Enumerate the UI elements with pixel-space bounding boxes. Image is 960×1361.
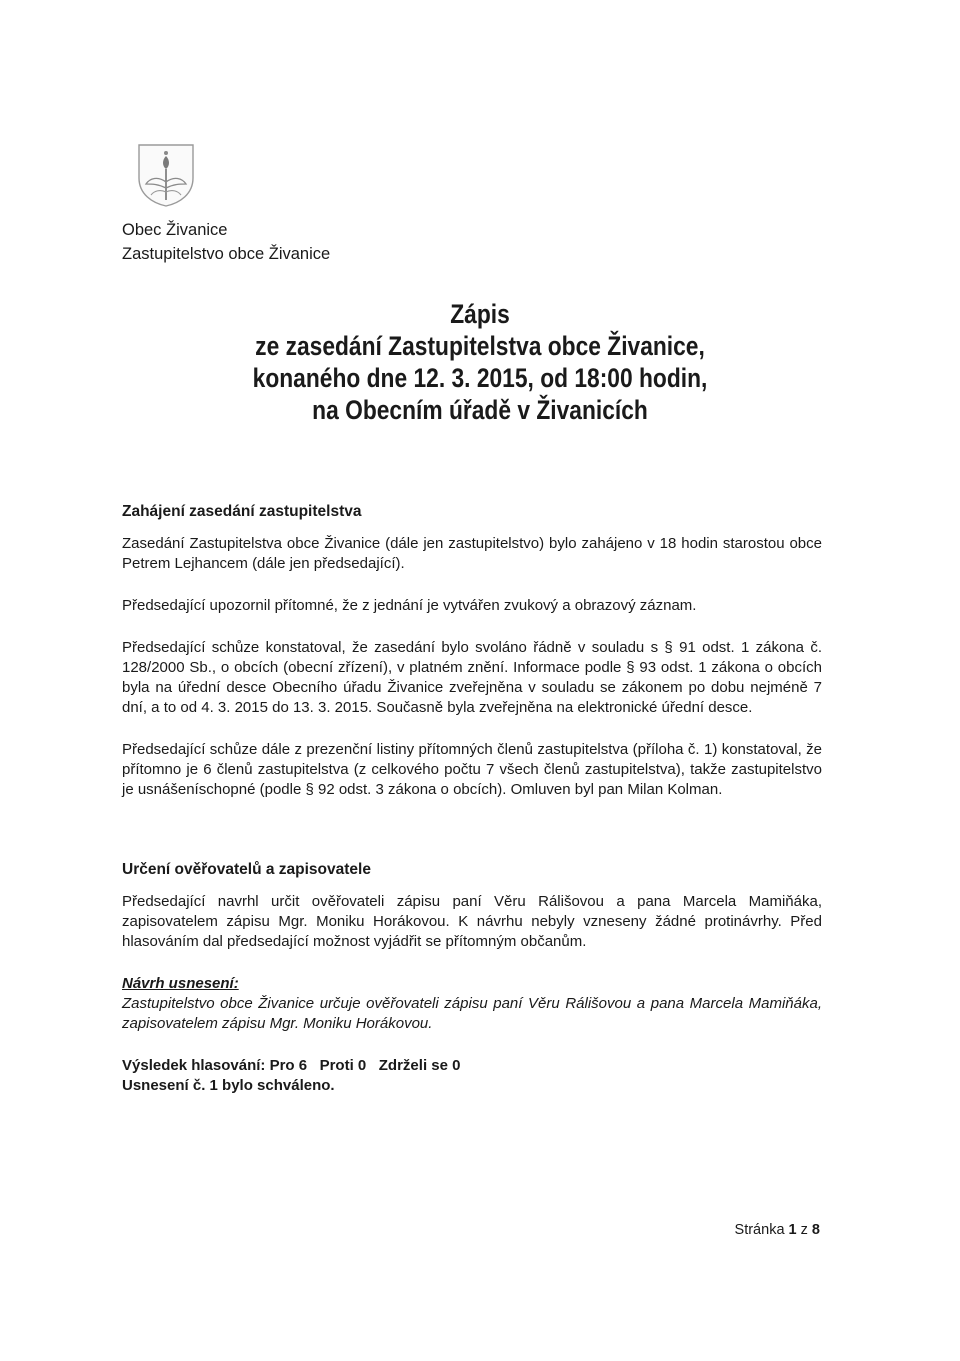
page-prefix: Stránka xyxy=(734,1222,789,1238)
coat-of-arms-icon xyxy=(136,142,196,208)
paragraph-recording-notice: Předsedající upozornil přítomné, že z jednání je vytvářen zvukový a obrazový záznam. xyxy=(122,597,697,614)
page-current: 1 xyxy=(788,1222,797,1238)
council-name: Zastupitelstvo obce Živanice xyxy=(122,245,331,263)
resolution-status: Usnesení č. 1 bylo schváleno. xyxy=(122,1077,335,1094)
document-body xyxy=(122,502,822,1096)
title-line-4: na Obecním úřadě v Živanicích xyxy=(312,395,648,425)
proposal-text: Zastupitelstvo obce Živanice určuje ověřovateli zápisu paní Věru Rálišovou a pana Marcela Mamiňáka, zapisovatelem zápisu Mgr. Moniku Horákovou. xyxy=(122,995,822,1032)
paragraph-convening: Předsedající schůze konstatoval, že zasedání bylo svoláno řádně v souladu s § 91 odst. 1 zákona č. 128/2000 Sb., o obcích (obecní zřízení), v platném znění. Informace podle § 93 odst. 1 zákona o obcích byla na úřední desce Obecního úřadu Živanice zveřejněna v souladu se zákonem po dobu nejméně 7 dní, a to od 4. 3. 2015 do 13. 3. 2015. Současně byla zveřejněna na elektronické úřední desce. xyxy=(122,639,822,716)
paragraph-opening: Zasedání Zastupitelstva obce Živanice (dále jen zastupitelstvo) bylo zahájeno v 18 hodin starostou obce Petrem Lejhancem (dále jen předsedající). xyxy=(122,535,822,572)
section-verifiers-heading: Určení ověřovatelů a zapisovatele xyxy=(122,861,371,878)
page-total: 8 xyxy=(811,1222,820,1238)
organization-block xyxy=(122,218,330,266)
page-number xyxy=(735,1222,820,1238)
municipality-name: Obec Živanice xyxy=(122,221,228,239)
section-opening-heading: Zahájení zasedání zastupitelstva xyxy=(122,503,362,520)
proposal-heading: Návrh usnesení: xyxy=(122,975,239,992)
paragraph-verifiers: Předsedající navrhl určit ověřovateli zápisu paní Věru Rálišovou a pana Marcela Mamiňáka, zapisovatelem zápisu Mgr. Moniku Horákovou. K návrhu nebyly vzneseny žádné protinávrhy. Před hlasováním dal předsedající možnost vyjádřit se přítomným občanům. xyxy=(122,893,822,950)
document-title xyxy=(170,298,789,426)
title-line-1: Zápis xyxy=(450,299,510,329)
title-line-2: ze zasedání Zastupitelstva obce Živanice, xyxy=(255,331,705,361)
paragraph-quorum: Předsedající schůze dále z prezenční listiny přítomných členů zastupitelstva (příloha č. 1) konstatoval, že přítomno je 6 členů zastupitelstva (z celkového počtu 7 všech členů zastupitelstva), takže zastupitelstvo je usnášeníschopné (podle § 92 odst. 3 zákona o obcích). Omluven byl pan Milan Kolman. xyxy=(122,741,822,798)
vote-result: Výsledek hlasování: Pro 6 Proti 0 Zdrželi se 0 xyxy=(122,1057,461,1074)
page-separator: z xyxy=(796,1222,812,1238)
title-line-3: konaného dne 12. 3. 2015, od 18:00 hodin, xyxy=(252,363,708,393)
